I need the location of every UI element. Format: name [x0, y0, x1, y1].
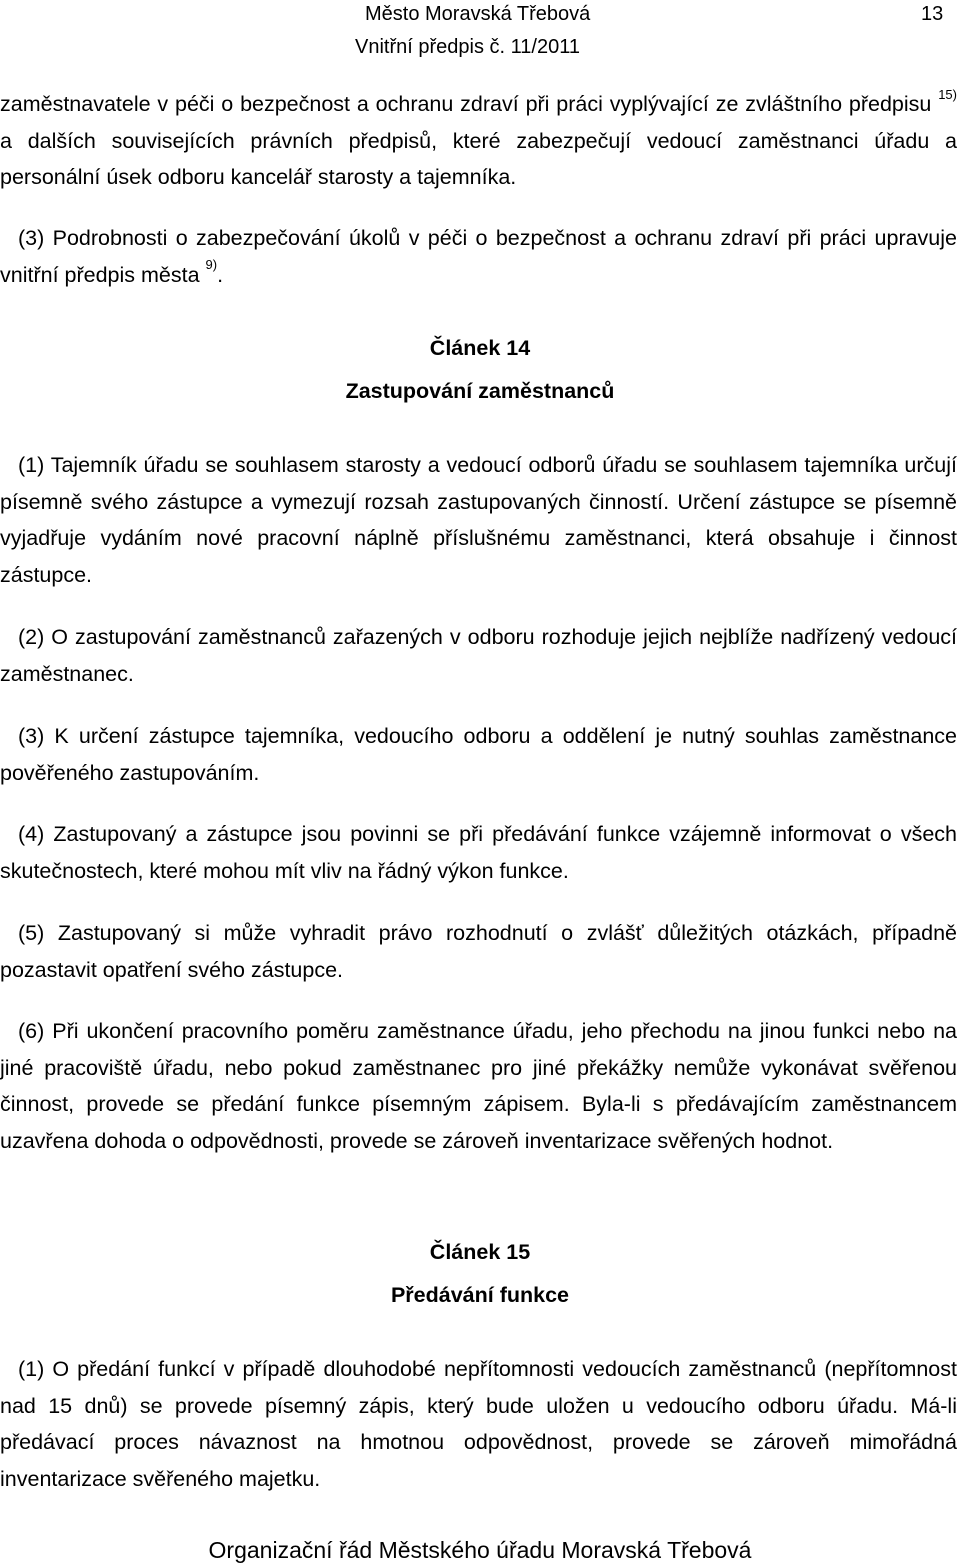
- article-14-number: Článek 14: [429, 336, 531, 360]
- intro-p2-text-a: (3) Podrobnosti o zabezpečování úkolů v péči o bezpečnost a ochranu zdraví při práci upravuje vnitřní předpis města: [0, 226, 957, 287]
- footnote-ref-15: 15): [938, 86, 957, 102]
- article-15-paragraph-1: (1) O předání funkcí v případě dlouhodobé nepřítomnosti vedoucích zaměstnanců (nepřítomnost nad 15 dnů) se provede písemný zápis, který bude uložen u vedoucího odboru úřadu. Má-li předávací proces návaznost na hmotnou odpovědnost, provede se zároveň mimořádná inventarizace svěřeného majetku.: [0, 1357, 957, 1491]
- page-number: 13: [921, 3, 944, 25]
- header-subtitle: Vnitřní předpis č. 11/2011: [355, 36, 580, 58]
- article-14-paragraph-1: (1) Tajemník úřadu se souhlasem starosty a vedoucí odborů úřadu se souhlasem tajemníka určují písemně svého zástupce a vymezují rozsah zastupovaných činností. Určení zástupce se písemně vyjadřuje vydáním nové pracovní náplně příslušnému zaměstnanci, která obsahuje i činnost zástupce.: [0, 453, 957, 587]
- article-15-number: Článek 15: [429, 1240, 531, 1264]
- article-15-title: Předávání funkce: [390, 1283, 570, 1307]
- intro-p1-text-a: zaměstnavatele v péči o bezpečnost a ochranu zdraví při práci vyplývající ze zvláštního předpisu: [0, 92, 939, 116]
- article-14-paragraph-6: (6) Při ukončení pracovního poměru zaměstnance úřadu, jeho přechodu na jinou funkci nebo na jiné pracoviště úřadu, nebo pokud zaměstnanec pro jiné překážky nemůže vykonávat svěřenou činnost, provede se předání funkce písemným zápisem. Byla-li s předávajícím zaměstnancem uzavřena dohoda o odpovědnosti, provede se zároveň inventarizace svěřených hodnot.: [0, 1019, 957, 1153]
- intro-paragraph-1: [0, 86, 957, 196]
- article-14-paragraph-5: (5) Zastupovaný si může vyhradit právo rozhodnutí o zvlášť důležitých otázkách, případně pozastavit opatření svého zástupce.: [0, 921, 957, 982]
- article-14-paragraph-3: (3) K určení zástupce tajemníka, vedoucího odboru a oddělení je nutný souhlas zaměstnance pověřeného zastupováním.: [0, 724, 957, 785]
- intro-p2-text-b: .: [217, 262, 224, 287]
- intro-p1-text-b: a dalších souvisejících právních předpisů, které zabezpečují vedoucí zaměstnanci úřadu a personální úsek odboru kancelář starosty a tajemníka.: [0, 128, 957, 189]
- article-14-title: Zastupování zaměstnanců: [345, 379, 615, 403]
- intro-paragraph-2: [0, 220, 957, 293]
- footer-text: Organizační řád Městského úřadu Moravská Třebová: [208, 1537, 752, 1563]
- page-footer: [0, 1535, 960, 1565]
- header-title: Město Moravská Třebová: [365, 3, 591, 25]
- footnote-ref-9: 9): [205, 257, 218, 273]
- article-14-paragraph-4: (4) Zastupovaný a zástupce jsou povinni se při předávání funkce vzájemně informovat o všech skutečnostech, které mohou mít vliv na řádný výkon funkce.: [0, 822, 957, 883]
- article-14-paragraph-2: (2) O zastupování zaměstnanců zařazených v odboru rozhoduje jejich nejblíže nadřízený vedoucí zaměstnanec.: [0, 625, 957, 686]
